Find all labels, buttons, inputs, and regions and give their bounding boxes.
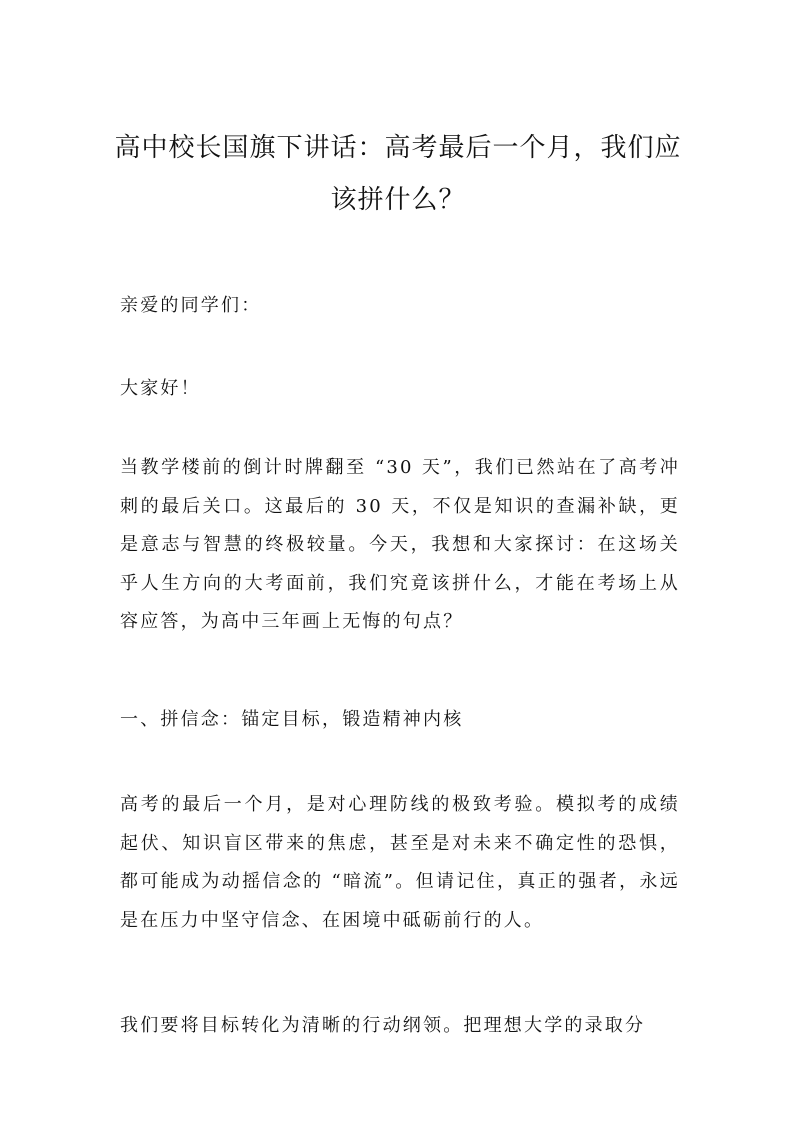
intro-paragraph: 当教学楼前的倒计时牌翻至 “30 天”，我们已然站在了高考冲刺的最后关口。这最后的 30 天，不仅是知识的查漏补缺，更是意志与智慧的终极较量。今天，我想和大家探讨：在这场关乎人生方向的大考面前，我们究竟该拼什么，才能在考场上从容应答，为高中三年画上无悔的句点？ bbox=[120, 457, 680, 632]
section-1-paragraph-2: 我们要将目标转化为清晰的行动纲领。把理想大学的录取分 bbox=[120, 1015, 646, 1036]
greeting-line: 亲爱的同学们： bbox=[120, 295, 262, 316]
hello-line: 大家好！ bbox=[120, 378, 201, 399]
document-title: 高中校长国旗下讲话：高考最后一个月，我们应该拼什么？ bbox=[114, 133, 682, 215]
section-heading-1: 一、拼信念：锚定目标，锻造精神内核 bbox=[120, 709, 464, 730]
section-1-paragraph: 高考的最后一个月，是对心理防线的极致考验。模拟考的成绩起伏、知识盲区带来的焦虑，甚至是对未来不确定性的恐惧，都可能成为动摇信念的 “暗流”。但请记住，真正的强者，永远是在压力中坚守信念、在困境中砥砺前行的人。 bbox=[120, 794, 680, 931]
